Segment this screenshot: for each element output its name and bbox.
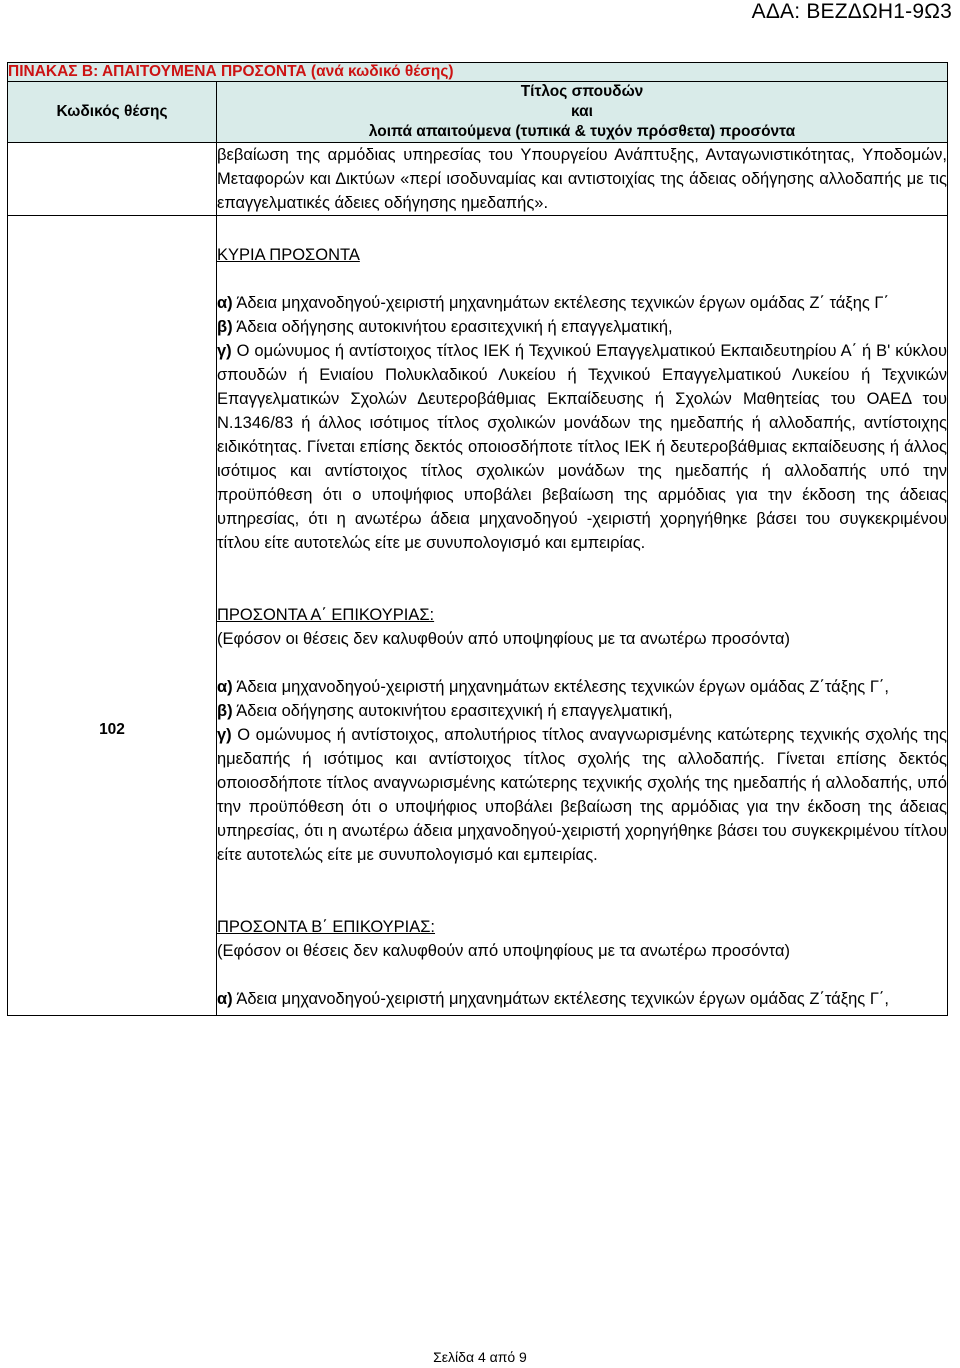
main-qualification-c: γ) Ο ομώνυμος ή αντίστοιχος τίτλος ΙΕΚ ή Τεχνικού Επαγγελματικού Εκπαιδευτηρίου Α΄ ή Β' κύκλου σπουδών ή Ενιαίου Πολυκλαδικού Λυκείου ή Τεχνικού Επαγγελματικού Λυκείου ή Τεχνικών Επαγγελματικών Σχολών Δευτεροβάθμιας Εκπαίδευσης ή Σχολών Μαθητείας του ΟΑΕΔ του Ν.1346/83 ή άλλος ισότιμος τίτλος σχολικών μονάδων της ημεδαπής ή αλλοδαπής, αντίστοιχης ειδικότητας. Γίνεται επίσης δεκτός οποιοσδήποτε τίτλος ΙΕΚ ή δευτεροβάθμιας εκπαίδευσης ή άλλος ισότιμος και αντίστοιχος τίτλος σχολικών μονάδων της ημεδαπής ή αλλοδαπής υπό την προϋπόθεση ότι ο υποψήφιος υποβάλει βεβαίωση της αρμόδιας για την έκδοση της άδειας υπηρεσίας, ότι η ανωτέρω άδεια μηχανοδηγού -χειριστή χορηγήθηκε βάσει του συγκεκριμένου τίτλου είτε αυτοτελώς είτε με συνυπολογισμό και εμπειρίας. (217, 342, 947, 552)
aux-b-heading: ΠΡΟΣΟΝΤΑ Β΄ ΕΠΙΚΟΥΡΙΑΣ: (217, 918, 436, 936)
position-code: 102 (99, 721, 125, 738)
aux-a-heading: ΠΡΟΣΟΝΤΑ Α΄ ΕΠΙΚΟΥΡΙΑΣ: (217, 606, 435, 624)
continuation-text: βεβαίωση της αρμόδιας υπηρεσίας του Υπουργείου Ανάπτυξης, Ανταγωνιστικότητας, Υποδομών, Μεταφορών και Δικτύων «περί ισοδυναμίας και αντιστοιχίας της άδειας οδήγησης αλλοδαπής με τις επαγγελματικές άδειες οδήγησης ημεδαπής». (217, 143, 948, 216)
table-row (8, 216, 948, 1016)
column-header-line-3: λοιπά απαιτούμενα (τυπικά & τυχόν πρόσθετα) προσόντα (368, 123, 796, 140)
aux-a-qualification-c: γ) Ο ομώνυμος ή αντίστοιχος, απολυτήριος τίτλος αναγνωρισμένης κατώτερης τεχνικής σχολής της ημεδαπής ή ισότιμος και αντίστοιχος τίτλος σχολής της αλλοδαπής. Γίνεται επίσης δεκτός οποιοσδήποτε τίτλος αναγνωρισμένης κατώτερης τεχνικής σχολής της ημεδαπής ή αλλοδαπής, υπό την προϋπόθεση ότι ο υποψήφιος υποβάλει βεβαίωση της αρμόδιας για την έκδοση της άδειας υπηρεσίας, ότι η ανωτέρω άδεια μηχανοδηγού-χειριστή χορηγήθηκε βάσει του συγκεκριμένου τίτλου είτε αυτοτελώς είτε με συνυπολογισμό και εμπειρίας. (217, 726, 947, 864)
table-title-row (8, 63, 948, 82)
table-title: ΠΙΝΑΚΑΣ Β: ΑΠΑΙΤΟΥΜΕΝΑ ΠΡΟΣΟΝΤΑ (ανά κωδικό θέσης) (8, 63, 948, 82)
aux-a-qualification-a: α) Άδεια μηχανοδηγού-χειριστή μηχανημάτων εκτέλεσης τεχνικών έργων ομάδας Ζ΄τάξης Γ΄, (217, 678, 889, 696)
main-qualifications-heading: ΚΥΡΙΑ ΠΡΟΣΟΝΤΑ (217, 246, 360, 264)
column-header-code: Κωδικός θέσης (8, 82, 217, 143)
table-header-row (8, 82, 948, 143)
aux-a-qualification-b: β) Άδεια οδήγησης αυτοκινήτου ερασιτεχνική ή επαγγελματική, (217, 702, 673, 720)
position-code-cell (8, 216, 217, 1016)
page-number: Σελίδα 4 από 9 (433, 1349, 527, 1365)
main-qualification-b: β) Άδεια οδήγησης αυτοκινήτου ερασιτεχνική ή επαγγελματική, (217, 318, 673, 336)
continuation-row (8, 143, 948, 216)
continuation-code-cell (8, 143, 217, 216)
column-header-line-2: και (571, 103, 593, 120)
ada-code: ΑΔΑ: ΒΕΖΔΩΗ1-9Ω3 (751, 0, 952, 23)
requirements-table (7, 62, 948, 1016)
column-header-qualifications (217, 82, 948, 143)
aux-a-note: (Εφόσον οι θέσεις δεν καλυφθούν από υποψηφίους με τα ανωτέρω προσόντα) (217, 630, 790, 648)
qualifications-cell (217, 216, 948, 1016)
main-qualification-a: α) Άδεια μηχανοδηγού-χειριστή μηχανημάτων εκτέλεσης τεχνικών έργων ομάδας Ζ΄ τάξης Γ΄ (217, 294, 889, 312)
column-header-line-1: Τίτλος σπουδών (520, 83, 644, 100)
aux-b-qualification-a: α) Άδεια μηχανοδηγού-χειριστή μηχανημάτων εκτέλεσης τεχνικών έργων ομάδας Ζ΄τάξης Γ΄, (217, 990, 889, 1008)
aux-b-note: (Εφόσον οι θέσεις δεν καλυφθούν από υποψηφίους με τα ανωτέρω προσόντα) (217, 942, 790, 960)
